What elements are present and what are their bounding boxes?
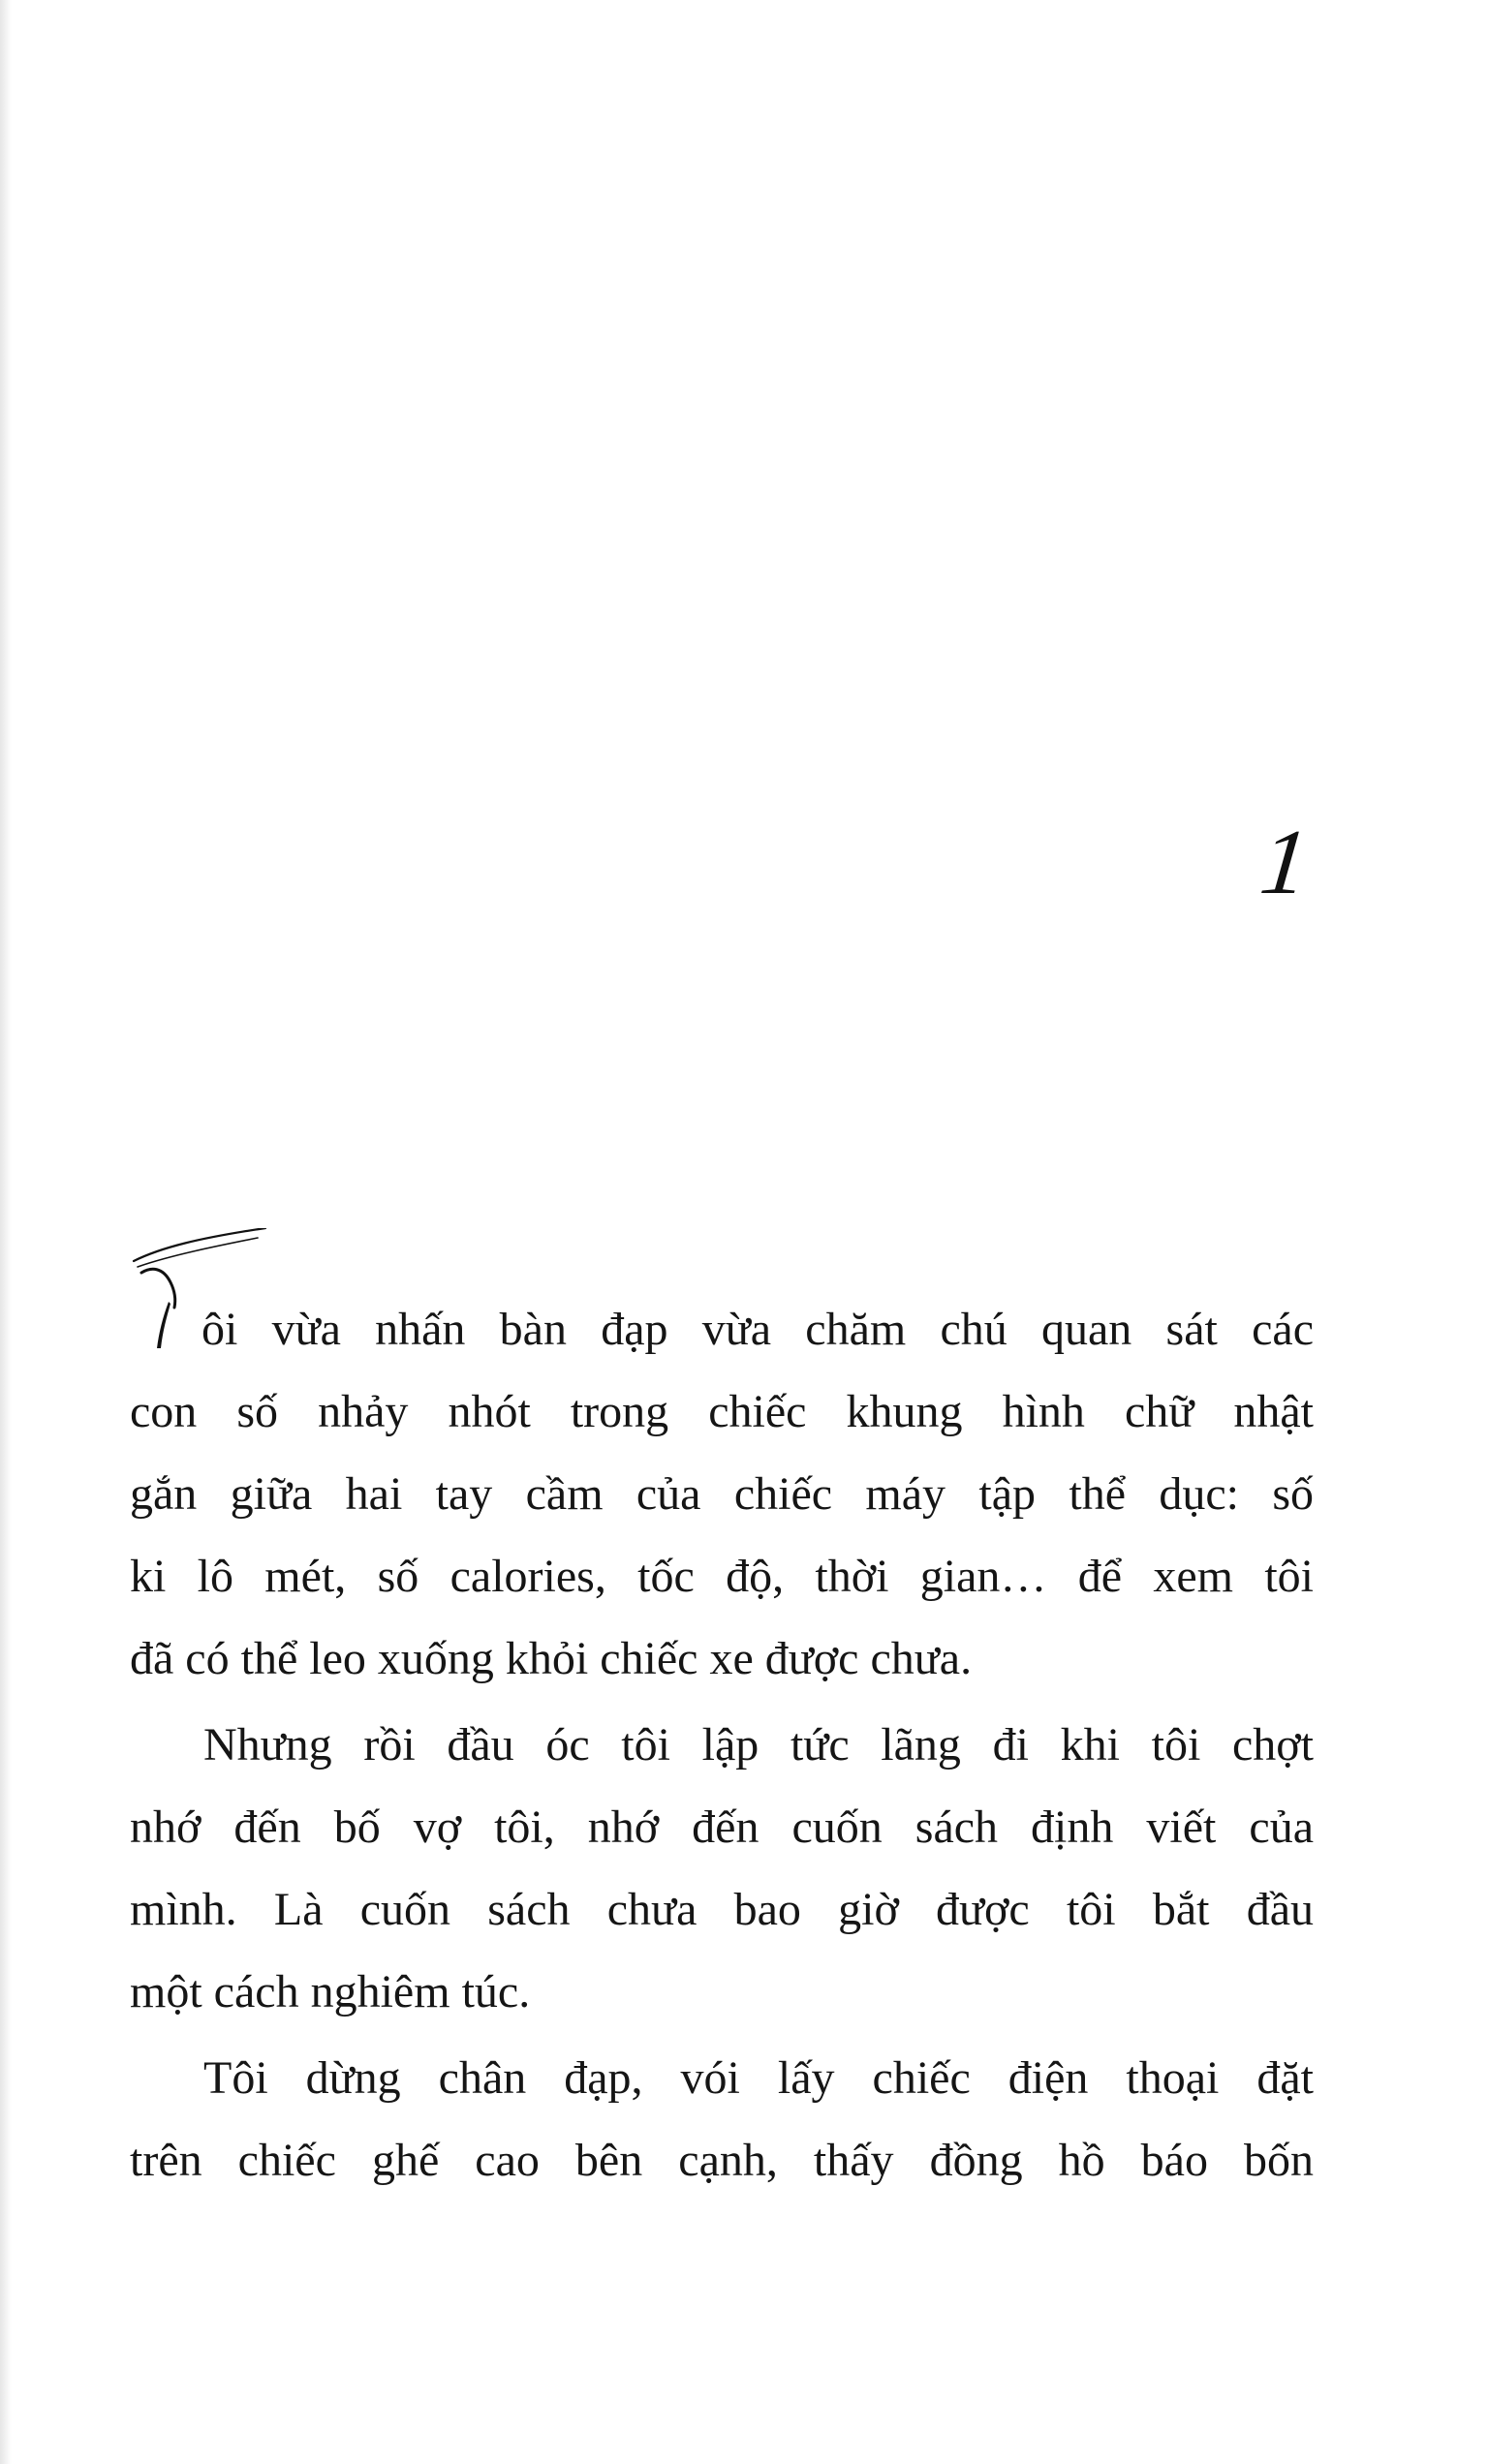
page-gutter-edge (0, 0, 12, 2464)
text-line: mình. Là cuốn sách chưa bao giờ được tôi bắt đầu (130, 1884, 1314, 1935)
text-line: Tôi dừng chân đạp, vói lấy chiếc điện thoại đặt (203, 2052, 1314, 2104)
paragraph-3 (130, 2037, 1314, 2202)
text-line: Nhưng rồi đầu óc tôi lập tức lãng đi khi tôi chợt (203, 1719, 1314, 1771)
text-line: ôi vừa nhấn bàn đạp vừa chăm chú quan sát các (202, 1304, 1314, 1355)
text-line: đã có thể leo xuống khỏi chiếc xe được chưa. (130, 1633, 973, 1684)
text-line: gắn giữa hai tay cầm của chiếc máy tập thể dục: số (130, 1468, 1314, 1520)
paragraph-1 (130, 1288, 1314, 1700)
text-line: ki lô mét, số calories, tốc độ, thời gian… để xem tôi (130, 1551, 1314, 1602)
text-line: một cách nghiêm túc. (130, 1966, 531, 2017)
chapter-body-text (130, 1288, 1314, 2202)
text-line: trên chiếc ghế cao bên cạnh, thấy đồng hồ báo bốn (130, 2135, 1314, 2186)
chapter-number: 1 (1256, 810, 1314, 913)
text-line: con số nhảy nhót trong chiếc khung hình chữ nhật (130, 1386, 1314, 1437)
text-line: nhớ đến bố vợ tôi, nhớ đến cuốn sách định viết của (130, 1802, 1314, 1853)
paragraph-2 (130, 1704, 1314, 2033)
